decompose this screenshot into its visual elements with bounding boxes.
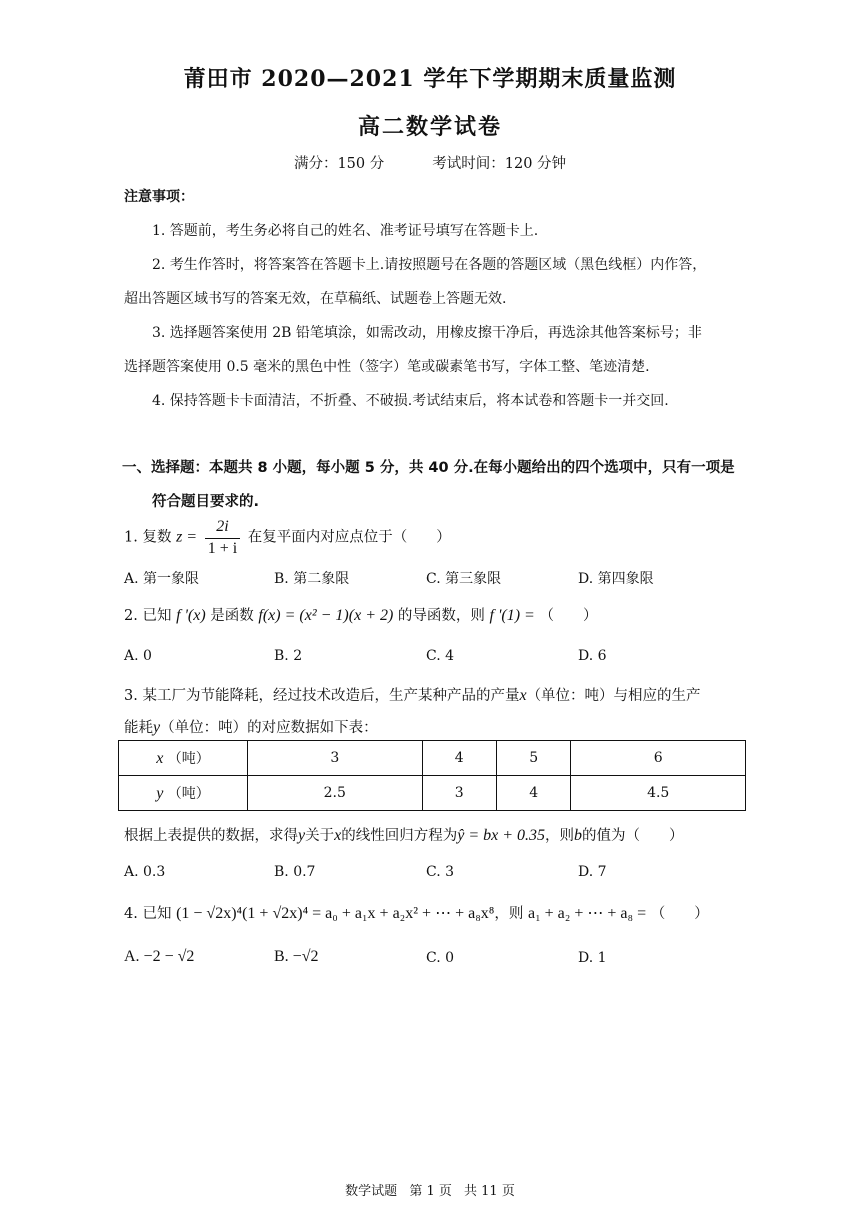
- q2-option-b: B. 2: [274, 648, 303, 664]
- notice-item-1: 1. 答题前，考生务必将自己的姓名、准考证号填写在答题卡上.: [152, 223, 539, 239]
- q3-option-b: B. 0.7: [274, 864, 316, 880]
- q1-prefix: 1. 复数: [124, 529, 172, 546]
- question-3-ask: [124, 824, 684, 845]
- table-var-x: x: [156, 750, 164, 767]
- q3-var-x: x: [519, 687, 527, 704]
- table-cell: 2.5: [248, 776, 423, 811]
- table-cell: 4.5: [571, 776, 746, 811]
- q3-data-table: [118, 740, 746, 811]
- page-footer: [0, 1180, 860, 1199]
- q4-equation: (1 − √2x)⁴(1 + √2x)⁴ = a₀ + a₁x + a₂x² + ⋯ + a₈x⁸: [176, 905, 495, 922]
- q1-option-d: D. 第四象限: [578, 571, 654, 587]
- exam-subtitle: 高二数学试卷: [357, 114, 502, 140]
- q3-option-a: A. 0.3: [124, 864, 166, 880]
- table-cell: 3: [248, 741, 423, 776]
- exam-title: 莆田市 2020—2021 学年下学期期末质量监测: [183, 66, 677, 92]
- table-var-y: y: [156, 785, 164, 802]
- q2-ask: f '(1) =: [489, 607, 535, 624]
- q3-regression-equation: ŷ = bx + 0.35: [457, 827, 546, 844]
- q2-mid2: 的导函数，则: [397, 608, 485, 624]
- q3-line2-suffix: （单位：吨）的对应数据如下表：: [160, 720, 378, 736]
- question-3-cont: [124, 716, 378, 737]
- q3-after-mid: 关于: [305, 828, 335, 844]
- q3-line2-prefix: 能耗: [124, 720, 153, 736]
- notice-item-2: 2. 考生作答时，将答案答在答题卡上.请按照题号在各题的答题区域（黑色线框）内作答，: [152, 257, 707, 273]
- q3-option-c: C. 3: [426, 864, 455, 880]
- q3-after-mid2: 的线性回归方程为: [341, 828, 458, 844]
- table-cell: 5: [496, 741, 570, 776]
- footer-page: 第 1 页: [409, 1184, 452, 1199]
- q3-after-x: x: [334, 827, 342, 844]
- q4-option-d: D. 1: [578, 950, 607, 966]
- q1-suffix: 在复平面内对应点位于（ ）: [247, 529, 451, 546]
- q1-numerator: 2i: [205, 516, 240, 539]
- table-row-x: [119, 741, 746, 776]
- q1-option-a: A. 第一象限: [124, 571, 200, 587]
- notice-item-4: 4. 保持答题卡卡面清洁，不折叠、不破损.考试结束后，将本试卷和答题卡一并交回.: [152, 393, 669, 409]
- q1-option-c: C. 第三象限: [426, 571, 502, 587]
- table-row-y: [119, 776, 746, 811]
- q4-option-a: A. −2 − √2: [124, 948, 195, 965]
- q3-line1-suffix: （单位：吨）与相应的生产: [526, 688, 701, 704]
- q3-after-suffix: 的值为（ ）: [582, 828, 684, 844]
- exam-time: 考试时间：120 分钟: [432, 156, 567, 172]
- table-cell: 6: [571, 741, 746, 776]
- exam-meta: [0, 152, 860, 173]
- q1-lhs: z =: [176, 528, 198, 546]
- footer-subject: 数学试题: [345, 1184, 398, 1199]
- q3-after-b: b: [574, 827, 583, 844]
- table-unit-y: （吨）: [167, 786, 210, 802]
- table-row-header-y: [119, 776, 248, 811]
- q2-mid: 是函数: [210, 608, 254, 624]
- question-3: [124, 684, 701, 705]
- table-cell: 3: [422, 776, 496, 811]
- q3-after-prefix: 根据上表提供的数据，求得: [124, 828, 298, 844]
- notice-item-3: 3. 选择题答案使用 2B 铅笔填涂，如需改动，用橡皮擦干净后，再选涂其他答案标号；非: [152, 325, 702, 341]
- q4-option-c: C. 0: [426, 950, 455, 966]
- q2-option-c: C. 4: [426, 648, 455, 664]
- q2-option-a: A. 0: [124, 648, 152, 664]
- q3-option-d: D. 7: [578, 864, 607, 880]
- notice-heading: 注意事项：: [124, 189, 194, 205]
- footer-total: 共 11 页: [464, 1184, 515, 1199]
- q2-function: f(x) = (x² − 1)(x + 2): [258, 607, 394, 624]
- q2-option-d: D. 6: [578, 648, 607, 664]
- q2-prefix: 2. 已知: [124, 608, 172, 624]
- notice-item-2-cont: 超出答题区域书写的答案无效，在草稿纸、试题卷上答题无效.: [124, 291, 507, 307]
- table-cell: 4: [422, 741, 496, 776]
- table-cell: 4: [496, 776, 570, 811]
- q2-fprime: f '(x): [176, 607, 206, 624]
- full-score: 满分：150 分: [293, 156, 385, 172]
- q3-after-mid3: ，则: [545, 828, 575, 844]
- section-1-heading: 一、选择题：本题共 8 小题，每小题 5 分，共 40 分.在每小题给出的四个选项中，只有一项是: [122, 460, 735, 476]
- notice-item-3-cont: 选择题答案使用 0.5 毫米的黑色中性（签字）笔或碳素笔书写，字体工整、笔迹清楚.: [124, 359, 650, 375]
- q4-suffix: （ ）: [650, 906, 709, 922]
- section-1-heading-cont: 符合题目要求的.: [152, 494, 260, 510]
- q4-mid: ，则: [494, 906, 524, 922]
- question-4: [124, 902, 709, 923]
- q3-line1-prefix: 3. 某工厂为节能降耗，经过技术改造后，生产某种产品的产量: [124, 688, 520, 704]
- q4-ask: a₁ + a₂ + ⋯ + a₈ =: [527, 905, 647, 922]
- q3-after-y: y: [298, 827, 306, 844]
- q4-option-b: B. −√2: [274, 948, 319, 965]
- table-unit-x: （吨）: [167, 751, 210, 767]
- question-2: [124, 604, 597, 625]
- q2-suffix: （ ）: [539, 608, 598, 624]
- q3-var-y: y: [153, 719, 161, 736]
- question-1: [124, 516, 451, 559]
- table-row-header-x: [119, 741, 248, 776]
- q4-prefix: 4. 已知: [124, 906, 172, 922]
- q1-denominator: 1 + i: [207, 540, 238, 557]
- q1-option-b: B. 第二象限: [274, 571, 350, 587]
- q1-fraction: [205, 516, 240, 559]
